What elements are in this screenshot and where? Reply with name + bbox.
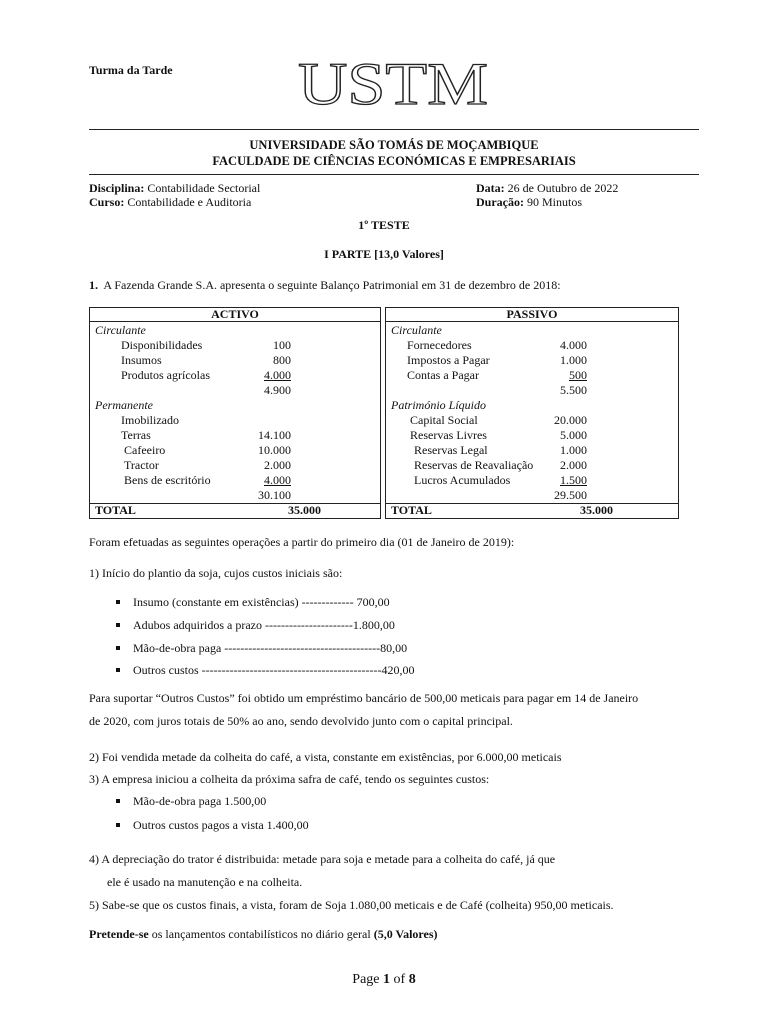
activo-total-label: TOTAL [95, 503, 136, 517]
op1-item: Outros custos ---------------------------------------------420,00 [133, 663, 415, 677]
disciplina-row [89, 181, 260, 196]
faculty-name: FACULDADE DE CIÊNCIAS ECONÓMICAS E EMPRESARIAIS [212, 154, 576, 168]
data-value: 26 de Outubro de 2022 [507, 181, 619, 195]
op4-text-line2: ele é usado na manutenção e na colheita. [107, 875, 303, 889]
activo-circulante-label: Circulante [95, 323, 146, 337]
passivo-item-name: Fornecedores [407, 338, 472, 352]
question-text: A Fazenda Grande S.A. apresenta o seguinte Balanço Patrimonial em 31 de dezembro de 2018: [103, 278, 561, 292]
bullet-icon [116, 600, 120, 604]
passivo-item-value: 1.500 [560, 473, 587, 487]
activo-item-value: 2.000 [264, 458, 291, 472]
page-word: Page [352, 972, 384, 987]
activo-permanente-total: 30.100 [258, 488, 291, 502]
activo-item-value: 4.000 [264, 473, 291, 487]
activo-header: ACTIVO [211, 307, 259, 321]
op1-text: 1) Início do plantio da soja, cujos custos iniciais são: [89, 566, 343, 580]
op4-text-line1: 4) A depreciação do trator é distribuida: metade para soja e metade para a colheita do café, já que [89, 852, 556, 866]
loan-text-line2: de 2020, com juros totais de 50% ao ano, sendo devolvido junto com o capital principal. [89, 714, 513, 728]
curso-row [89, 195, 251, 210]
class-label: Turma da Tarde [89, 63, 173, 77]
duracao-row [476, 195, 582, 210]
data-label: Data: [476, 181, 505, 195]
disciplina-value: Contabilidade Sectorial [147, 181, 261, 195]
activo-permanente-label: Permanente [95, 398, 153, 412]
bullet-icon [116, 823, 120, 827]
pl-label: Património Líquido [391, 398, 487, 412]
bullet-icon [116, 668, 120, 672]
imobilizado-label: Imobilizado [121, 413, 179, 427]
question-number: 1. [89, 278, 98, 292]
loan-text-line1: Para suportar “Outros Custos” foi obtido um empréstimo bancário de 500,00 meticais para pagar em 14 de Janeiro [89, 691, 639, 705]
part-title: I PARTE [13,0 Valores] [324, 247, 444, 261]
activo-item-value: 10.000 [258, 443, 291, 457]
passivo-item-value: 1.000 [560, 443, 587, 457]
activo-item-name: Disponibilidades [121, 338, 203, 352]
passivo-item-name: Reservas de Reavaliação [414, 458, 534, 472]
data-row [476, 181, 618, 196]
disciplina-label: Disciplina: [89, 181, 145, 195]
passivo-item-name: Contas a Pagar [407, 368, 479, 382]
activo-item-value: 800 [273, 353, 291, 367]
op3-text: 3) A empresa iniciou a colheita da próxima safra de café, tendo os seguintes custos: [89, 772, 490, 786]
op1-item: Insumo (constante em existências) ------------- 700,00 [133, 595, 390, 609]
page-footer [0, 972, 768, 988]
passivo-header: PASSIVO [506, 307, 558, 321]
passivo-circulante-total: 5.500 [560, 383, 587, 397]
activo-item-value: 14.100 [258, 428, 291, 442]
duracao-label: Duração: [476, 195, 524, 209]
op1-item: Adubos adquiridos a prazo ----------------------1.800,00 [133, 618, 395, 632]
activo-item-value: 4.000 [264, 368, 291, 382]
passivo-item-value: 1.000 [560, 353, 587, 367]
activo-item-name: Produtos agrícolas [121, 368, 210, 382]
passivo-item-name: Capital Social [410, 413, 478, 427]
requirement-text: os lançamentos contabilísticos no diário geral [148, 927, 374, 941]
activo-item-name: Cafeeiro [124, 443, 166, 457]
bullet-icon [116, 646, 120, 650]
op5-text: 5) Sabe-se que os custos finais, a vista, foram de Soja 1.080,00 meticais e de Café (colheita) 950,00 meticais. [89, 898, 614, 912]
page-total: 8 [408, 972, 416, 987]
passivo-total-label: TOTAL [391, 503, 432, 517]
passivo-item-name: Reservas Livres [410, 428, 487, 442]
passivo-item-value: 20.000 [554, 413, 587, 427]
activo-item-name: Insumos [121, 353, 162, 367]
passivo-item-value: 2.000 [560, 458, 587, 472]
university-name: UNIVERSIDADE SÃO TOMÁS DE MOÇAMBIQUE [249, 138, 539, 152]
requirement-points: (5,0 Valores) [373, 927, 438, 941]
logo [296, 52, 490, 110]
passivo-total-value: 35.000 [580, 503, 613, 517]
activo-item-name: Tractor [124, 458, 159, 472]
duracao-value: 90 Minutos [527, 195, 583, 209]
op1-item: Mão-de-obra paga ---------------------------------------80,00 [133, 641, 408, 655]
of-word: of [390, 972, 409, 987]
pl-total: 29.500 [554, 488, 587, 502]
page-number: 1 [383, 972, 391, 987]
passivo-item-value: 4.000 [560, 338, 587, 352]
test-title: 1º TESTE [358, 218, 410, 232]
bullet-icon [116, 799, 120, 803]
passivo-item-name: Impostos a Pagar [407, 353, 490, 367]
activo-total-value: 35.000 [288, 503, 321, 517]
logo-text: USTM [298, 52, 488, 110]
question-1 [89, 278, 561, 293]
op2-text: 2) Foi vendida metade da colheita do café, a vista, constante em existências, por 6.000,00 meticais [89, 750, 562, 764]
curso-value: Contabilidade e Auditoria [127, 195, 252, 209]
op3-item: Mão-de-obra paga 1.500,00 [133, 794, 267, 808]
curso-label: Curso: [89, 195, 125, 209]
balance-sheet [89, 307, 679, 519]
passivo-item-name: Lucros Acumulados [414, 473, 511, 487]
passivo-item-name: Reservas Legal [414, 443, 488, 457]
op3-item: Outros custos pagos a vista 1.400,00 [133, 818, 309, 832]
intro-text: Foram efetuadas as seguintes operações a partir do primeiro dia (01 de Janeiro de 2019): [89, 535, 515, 549]
requirement [89, 926, 689, 942]
activo-item-name: Bens de escritório [124, 473, 211, 487]
passivo-item-value: 5.000 [560, 428, 587, 442]
activo-item-name: Terras [121, 428, 151, 442]
bullet-icon [116, 623, 120, 627]
requirement-bold: Pretende-se [89, 927, 149, 941]
activo-item-value: 100 [273, 338, 291, 352]
passivo-circulante-label: Circulante [391, 323, 442, 337]
activo-circulante-total: 4.900 [264, 383, 291, 397]
passivo-item-value: 500 [569, 368, 587, 382]
